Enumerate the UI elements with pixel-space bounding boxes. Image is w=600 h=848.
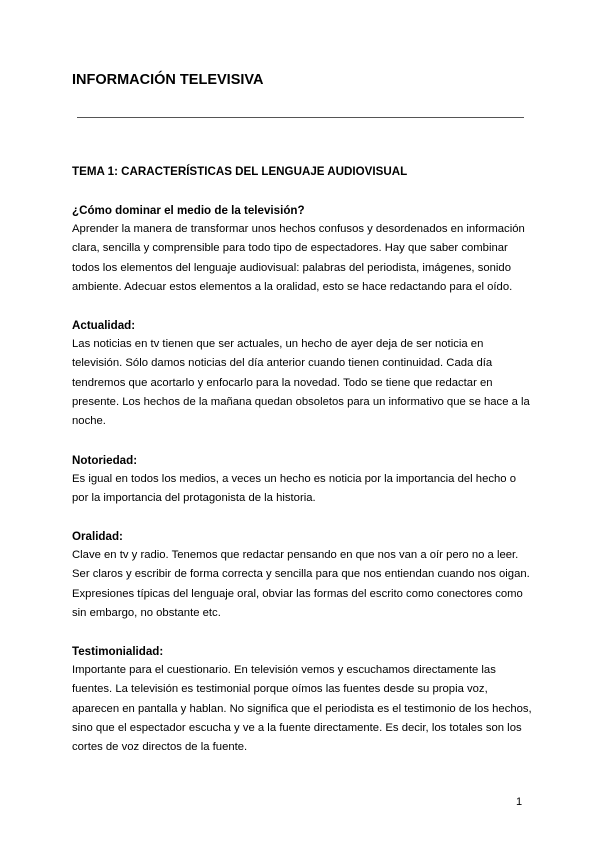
section-heading: Notoriedad: [72,454,138,467]
section-oralidad [72,527,532,623]
section-heading: Testimonialidad: [72,645,164,658]
section-heading: Oralidad: [72,530,123,543]
section-heading: ¿Cómo dominar el medio de la televisión? [72,204,305,217]
section-actualidad [72,316,532,431]
section-heading: Actualidad: [72,319,136,332]
section-body: Las noticias en tv tienen que ser actuales, un hecho de ayer deja de ser noticia en televisión. Sólo damos noticias del día anterior cuando tienen continuidad. Cada día tendremos que acortarlo y enfocarlo para la novedad. Todo se tiene que redactar en presente. Los hechos de la mañana quedan obsoletos para un informativo que se hace a la noche. [72,338,530,428]
section-body: Es igual en todos los medios, a veces un hecho es noticia por la importancia del hecho o por la importancia del protagonista de la historia. [72,473,516,505]
page-number: 1 [516,796,523,808]
title-divider [77,117,524,118]
section-dominar-medio [72,201,532,297]
document-title: INFORMACIÓN TELEVISIVA [72,72,264,88]
section-body: Clave en tv y radio. Tenemos que redactar pensando en que nos van a oír pero no a leer. Ser claros y escribir de forma correcta y sencilla para que nos entiendan cuando nos oigan. Expresiones típicas del lenguaje oral, obviar las formas del escrito como conectores como sin embargo, no obstante etc. [72,549,530,619]
section-testimonialidad [72,642,532,757]
section-body: Importante para el cuestionario. En televisión vemos y escuchamos directamente las fuentes. La televisión es testimonial porque oímos las fuentes desde su propia voz, aparecen en pantalla y hablan. No significa que el periodista es el testimonio de los hechos, sino que el espectador escucha y ve a la fuente directamente. Es decir, los totales son los cortes de voz directos de la fuente. [72,664,532,754]
section-notoriedad [72,451,532,509]
topic-heading: TEMA 1: CARACTERÍSTICAS DEL LENGUAJE AUDIOVISUAL [72,165,408,178]
section-body: Aprender la manera de transformar unos hechos confusos y desordenados en información clara, sencilla y comprensible para todo tipo de espectadores. Hay que saber combinar todos los elementos del lenguaje audiovisual: palabras del periodista, imágenes, sonido ambiente. Adecuar estos elementos a la oralidad, esto se hace redactando para el oído. [72,223,525,293]
